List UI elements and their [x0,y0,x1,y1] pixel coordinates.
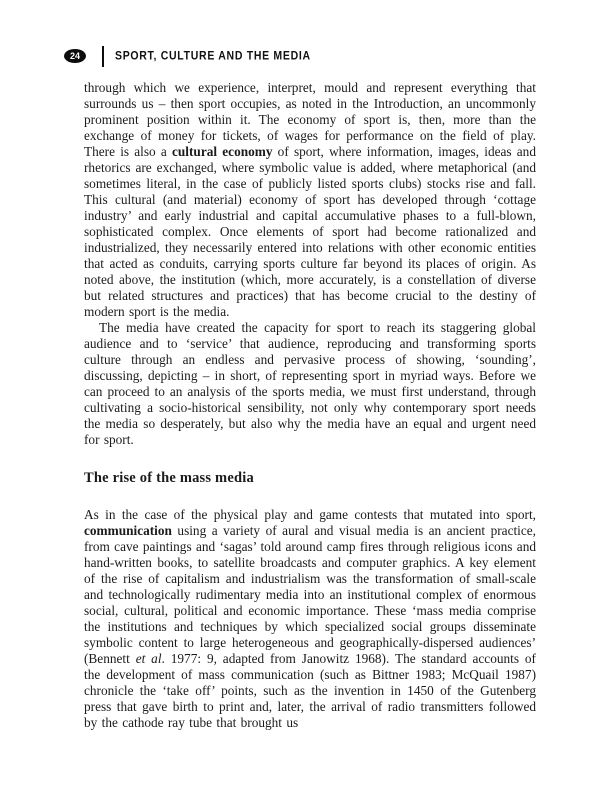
bold-term: cultural economy [172,144,273,159]
page-number: 24 [69,51,80,61]
text-run: . 1977: 9, adapted from Janowitz 1968). The standard accounts of the development of mass communication (such as Bittner 1983; McQuail 1987) chronicle the ‘take off’ points, such as the invention in 1450 of the Gutenberg press that gave birth to print and, later, the arrival of radio transmitters followed by the cathode ray tube that brought us [84,651,536,730]
section-heading: The rise of the mass media [84,470,254,486]
page-body [84,80,536,731]
body-paragraph [84,507,536,731]
text-run: using a variety of aural and visual media is an ancient practice, from cave paintings and ‘sagas’ told around camp fires through religious icons and hand-written books, to satellite broadcasts and computer graphics. A key element of the rise of capitalism and industrialism was the transformation of small-scale and technologically rudimentary media into an institutional complex of enormous social, cultural, political and economic importance. These ‘mass media comprise the institutions and techniques by which specialized social groups disseminate symbolic content to large heterogeneous and geographically-dispersed audiences’ (Bennett [84,523,536,666]
body-paragraph [84,80,536,320]
text-run: through which we experience, interpret, mould and represent everything that surrounds us – then sport occupies, as noted in the Introduction, an uncommonly prominent position within it. The economy of sport is, then, more than the exchange of money for tickets, of wages for performance on the field of play. There is also a [84,80,536,159]
running-header [64,45,311,67]
header-divider [102,46,104,67]
running-title: SPORT, CULTURE AND THE MEDIA [115,49,311,63]
page-number-badge [64,49,86,63]
text-run: The media have created the capacity for sport to reach its staggering global audience and to ‘service’ that audience, reproducing and transforming sports culture through an endless and pervasive process of showing, ‘sounding’, discussing, depicting – in short, of representing sport in myriad ways. Before we can proceed to an analysis of the sports media, we must first understand, through cultivating a socio-historical sensibility, not only why contemporary sport needs the media so desperately, but also why the media have an equal and urgent need for sport. [84,320,536,447]
text-run: As in the case of the physical play and game contests that mutated into sport, [84,507,536,522]
bold-term: communication [84,523,172,538]
text-run: of sport, where information, images, ideas and rhetorics are exchanged, where symbolic value is added, where metaphorical (and sometimes literal, in the case of publicly listed sports clubs) stocks rise and fall. This cultural (and material) economy of sport has developed through ‘cottage industry’ and early industrial and capital accumulative phases to a full-blown, sophisticated complex. Once elements of sport had become rationalized and industrialized, they necessarily entered into relations with other economic entities that acted as conduits, carrying sports culture far beyond its places of origin. As noted above, the institution (which, more accurately, is a constellation of diverse but related structures and practices) that has become crucial to the destiny of modern sport is the media. [84,144,536,319]
italic-term: et al [135,651,162,666]
body-paragraph [84,320,536,448]
